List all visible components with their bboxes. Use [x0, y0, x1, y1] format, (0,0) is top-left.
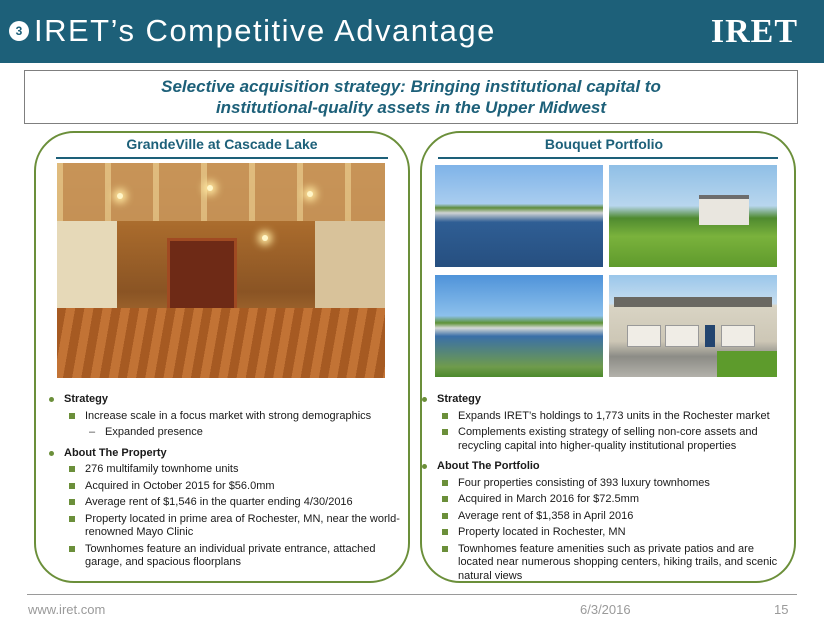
wall-right: [315, 221, 385, 321]
lawn-photo: [609, 165, 777, 267]
bullet-item: Acquired in October 2015 for $56.0mm: [47, 480, 405, 494]
slide-title: IRET’s Competitive Advantage: [34, 13, 496, 48]
building: [699, 195, 749, 225]
wall-left: [57, 221, 117, 321]
wood-floor: [57, 308, 385, 378]
bullet-item: Property located in prime area of Rochester, MN, near the world-renowned Mayo Clinic: [47, 513, 405, 540]
footer-date: 6/3/2016: [580, 602, 631, 617]
ceiling-light: [117, 193, 123, 199]
left-title-rule: [56, 157, 388, 159]
headline-line-1: Selective acquisition strategy: Bringing institutional capital to: [161, 77, 661, 96]
lake-photo-1: [435, 165, 603, 267]
townhome-photo: [609, 275, 777, 377]
grass: [717, 351, 777, 377]
headline-line-2: institutional-quality assets in the Upper Midwest: [215, 98, 607, 117]
bullet-item: Complements existing strategy of selling non-core assets and recycling capital into higher-quality institutional properties: [420, 426, 782, 453]
bullet-item: Townhomes feature an individual private entrance, attached garage, and spacious floorplans: [47, 543, 405, 570]
bullet-heading: About The Property: [47, 447, 405, 461]
bullet-item: Expands IRET’s holdings to 1,773 units in the Rochester market: [420, 410, 782, 424]
iret-logo: IRET: [710, 13, 798, 50]
garage-door: [665, 325, 699, 347]
left-bullets: [47, 390, 405, 570]
right-bullets: [420, 390, 782, 583]
garage-door: [627, 325, 661, 347]
roof: [614, 297, 772, 307]
bullet-heading: About The Portfolio: [420, 460, 782, 474]
ceiling-light: [207, 185, 213, 191]
bullet-item: 276 multifamily townhome units: [47, 463, 405, 477]
bullet-item: Property located in Rochester, MN: [420, 526, 782, 540]
bullet-heading: Strategy: [420, 393, 782, 407]
lake-photo-2: [435, 275, 603, 377]
footer-rule: [27, 594, 797, 595]
bullet-item: Average rent of $1,546 in the quarter ending 4/30/2016: [47, 496, 405, 510]
footer-url[interactable]: www.iret.com: [28, 602, 106, 617]
bullet-heading: Strategy: [47, 393, 405, 407]
left-panel-title: GrandeVille at Cascade Lake: [126, 136, 318, 152]
right-title-rule: [438, 157, 778, 159]
slide-number-badge: 3: [9, 21, 29, 41]
coffered-ceiling: [57, 163, 385, 221]
front-door: [705, 325, 715, 347]
bullet-item: Acquired in March 2016 for $72.5mm: [420, 493, 782, 507]
bullet-subitem: – Expanded presence: [47, 426, 405, 440]
interior-photo: [57, 163, 385, 378]
bullet-item: Increase scale in a focus market with strong demographics: [47, 410, 405, 424]
bullet-item: Average rent of $1,358 in April 2016: [420, 510, 782, 524]
ceiling-light: [307, 191, 313, 197]
bullet-item: Four properties consisting of 393 luxury townhomes: [420, 477, 782, 491]
right-panel-title: Bouquet Portfolio: [544, 136, 664, 152]
garage-door: [721, 325, 755, 347]
bullet-item: Townhomes feature amenities such as private patios and are located near numerous shopping centers, hiking trails, and scenic natural views: [420, 543, 782, 584]
page-number: 15: [774, 602, 789, 617]
header-bar: [0, 0, 824, 63]
chandelier: [262, 235, 268, 241]
headline-box: [24, 70, 798, 124]
